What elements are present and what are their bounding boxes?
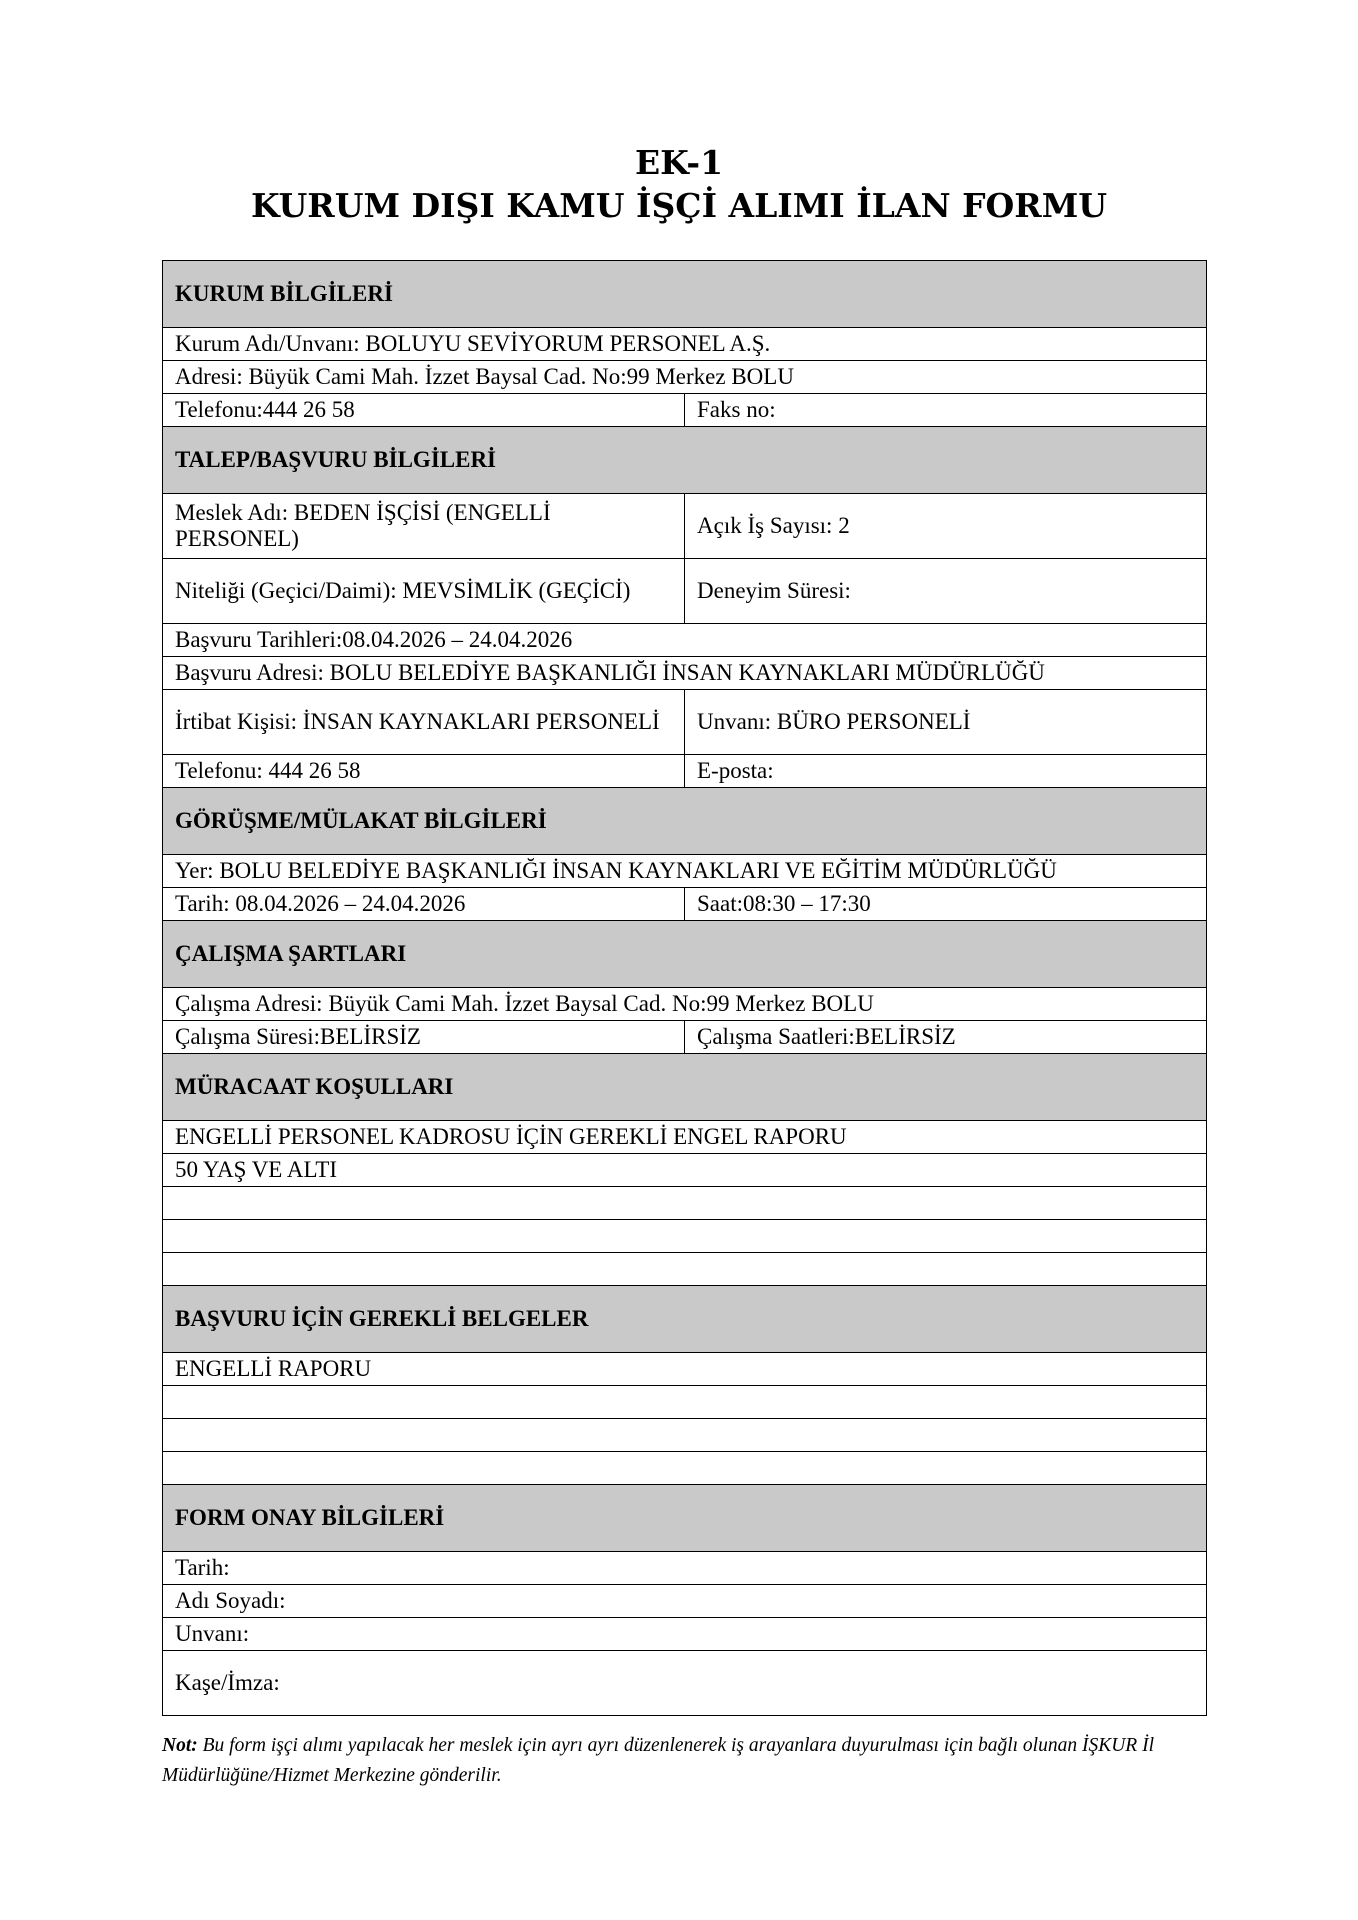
footnote — [162, 1731, 1208, 1791]
gorusme-yeri: Yer: BOLU BELEDİYE BAŞKANLIĞI İNSAN KAYNAKLARI VE EĞİTİM MÜDÜRLÜĞÜ — [163, 855, 1207, 888]
basvuru-adresi: Başvuru Adresi: BOLU BELEDİYE BAŞKANLIĞI İNSAN KAYNAKLARI MÜDÜRLÜĞÜ — [163, 657, 1207, 690]
calisma-saatleri: Çalışma Saatleri:BELİRSİZ — [685, 1021, 1207, 1054]
irtibat-telefonu: Telefonu: 444 26 58 — [163, 755, 685, 788]
gerekli-belge-empty — [163, 1386, 1207, 1419]
gorusme-saati: Saat:08:30 – 17:30 — [685, 888, 1207, 921]
section-heading-talep: TALEP/BAŞVURU BİLGİLERİ — [163, 427, 1207, 494]
muracaat-kosulu-empty — [163, 1187, 1207, 1220]
muracaat-kosulu-empty — [163, 1220, 1207, 1253]
section-heading-muracaat: MÜRACAAT KOŞULLARI — [163, 1054, 1207, 1121]
gerekli-belge-empty — [163, 1452, 1207, 1485]
onay-kase-imza: Kaşe/İmza: — [163, 1651, 1207, 1716]
gerekli-belge: ENGELLİ RAPORU — [163, 1353, 1207, 1386]
kurum-telefon: Telefonu:444 26 58 — [163, 394, 685, 427]
irtibat-kisisi: İrtibat Kişisi: İNSAN KAYNAKLARI PERSONELİ — [163, 690, 685, 755]
kurum-adres: Adresi: Büyük Cami Mah. İzzet Baysal Cad. No:99 Merkez BOLU — [163, 361, 1207, 394]
form-title: KURUM DIŞI KAMU İŞÇİ ALIMI İLAN FORMU — [250, 186, 1108, 225]
irtibat-unvani: Unvanı: BÜRO PERSONELİ — [685, 690, 1207, 755]
onay-tarih: Tarih: — [163, 1552, 1207, 1585]
deneyim-suresi: Deneyim Süresi: — [685, 559, 1207, 624]
muracaat-kosulu: ENGELLİ PERSONEL KADROSU İÇİN GEREKLİ ENGEL RAPORU — [163, 1121, 1207, 1154]
gerekli-belge-empty — [163, 1419, 1207, 1452]
section-heading-calisma: ÇALIŞMA ŞARTLARI — [163, 921, 1207, 988]
form-code: EK-1 — [634, 143, 724, 182]
calisma-suresi: Çalışma Süresi:BELİRSİZ — [163, 1021, 685, 1054]
section-heading-kurum: KURUM BİLGİLERİ — [163, 261, 1207, 328]
irtibat-eposta: E-posta: — [685, 755, 1207, 788]
kurum-adi: Kurum Adı/Unvanı: BOLUYU SEVİYORUM PERSONEL A.Ş. — [163, 328, 1207, 361]
muracaat-kosulu: 50 YAŞ VE ALTI — [163, 1154, 1207, 1187]
niteligi: Niteliği (Geçici/Daimi): MEVSİMLİK (GEÇİCİ) — [163, 559, 685, 624]
meslek-adi: Meslek Adı: BEDEN İŞÇİSİ (ENGELLİ PERSONEL) — [163, 494, 685, 559]
kurum-faks: Faks no: — [685, 394, 1207, 427]
footnote-label: Not: — [162, 1735, 198, 1756]
acik-is-sayisi: Açık İş Sayısı: 2 — [685, 494, 1207, 559]
section-heading-onay: FORM ONAY BİLGİLERİ — [163, 1485, 1207, 1552]
calisma-adresi: Çalışma Adresi: Büyük Cami Mah. İzzet Baysal Cad. No:99 Merkez BOLU — [163, 988, 1207, 1021]
announcement-form-table — [162, 260, 1207, 1716]
footnote-text: Bu form işçi alımı yapılacak her meslek için ayrı ayrı düzenlenerek iş arayanlara duyurulması için bağlı olunan İŞKUR İl Müdürlüğüne/Hizmet Merkezine gönderilir. — [162, 1735, 1155, 1786]
onay-unvan: Unvanı: — [163, 1618, 1207, 1651]
basvuru-tarihleri: Başvuru Tarihleri:08.04.2026 – 24.04.2026 — [163, 624, 1207, 657]
section-heading-gorusme: GÖRÜŞME/MÜLAKAT BİLGİLERİ — [163, 788, 1207, 855]
section-heading-belgeler: BAŞVURU İÇİN GEREKLİ BELGELER — [163, 1286, 1207, 1353]
onay-adi-soyadi: Adı Soyadı: — [163, 1585, 1207, 1618]
muracaat-kosulu-empty — [163, 1253, 1207, 1286]
gorusme-tarihi: Tarih: 08.04.2026 – 24.04.2026 — [163, 888, 685, 921]
